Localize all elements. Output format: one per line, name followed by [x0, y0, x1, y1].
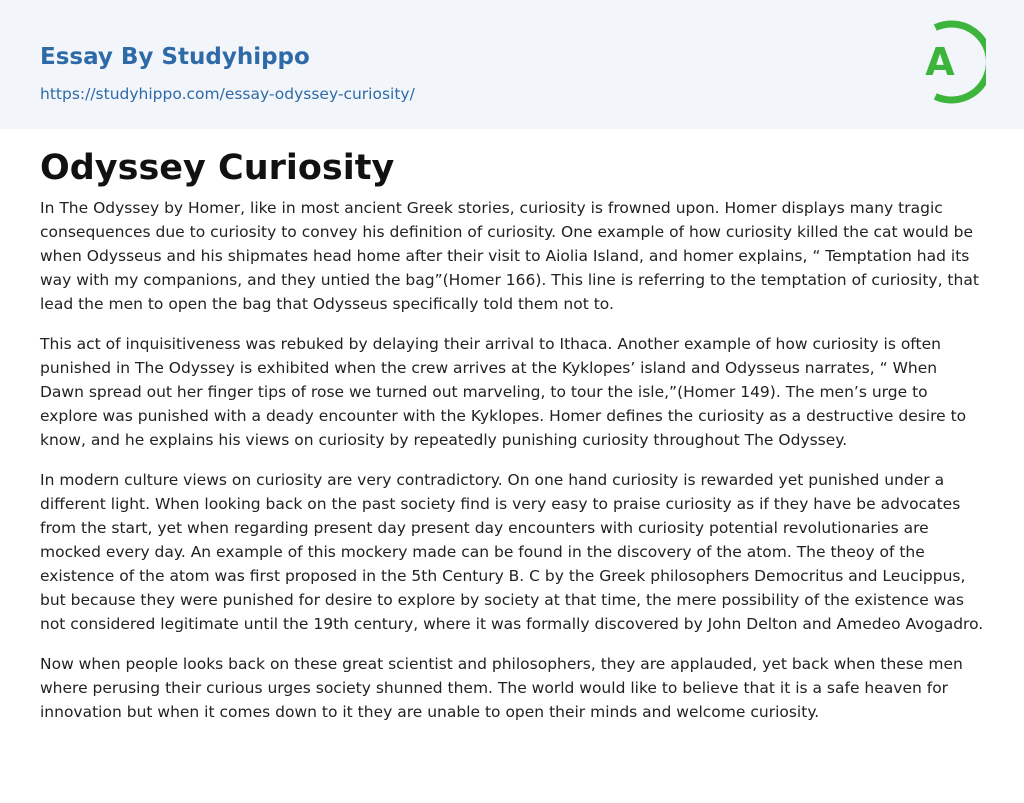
- logo-letter: A: [925, 40, 955, 84]
- essay-paragraph-4: Now when people looks back on these great scientist and philosophers, they are applauded, yet back when these men where perusing their curious urges society shunned them. The world would like to believe that it is a safe heaven for innovation but when it comes down to it they are unable to open their minds and welcome curiosity.: [40, 655, 963, 721]
- essay-paragraph-1: In The Odyssey by Homer, like in most ancient Greek stories, curiosity is frowned upon. Homer displays many tragic consequences due to curiosity to convey his definition of curiosity. One example of how curiosity killed the cat would be when Odysseus and his shipmates head home after their visit to Aiolia Island, and homer explains, “ Temptation had its way with my companions, and they untied the bag”(Homer 166). This line is referring to the temptation of curiosity, that lead the men to open the bag that Odysseus specifically told them not to.: [40, 199, 979, 313]
- article-body: [0, 129, 1024, 724]
- studyhippo-logo-icon[interactable]: [914, 18, 986, 106]
- essay-paragraph-3: In modern culture views on curiosity are very contradictory. On one hand curiosity is rewarded yet punished under a different light. When looking back on the past society find is very easy to praise curiosity as if they have be advocates from the start, yet when regarding present day present day encounters with curiosity potential revolutionaries are mocked every day. An example of this mockery made can be found in the discovery of the atom. The theoy of the existence of the atom was first proposed in the 5th Century B. C by the Greek philosophers Democritus and Leucippus, but because they were punished for desire to explore by society at that time, the mere possibility of the existence was not considered legitimate until the 19th century, where it was formally discovered by John Delton and Amedeo Avogadro.: [40, 471, 984, 633]
- essay-url-link[interactable]: https://studyhippo.com/essay-odyssey-curiosity/: [40, 85, 415, 103]
- site-header: [0, 0, 1024, 129]
- essay-paragraph-2: This act of inquisitiveness was rebuked by delaying their arrival to Ithaca. Another example of how curiosity is often punished in The Odyssey is exhibited when the crew arrives at the Kyklopes’ island and Odysseus narrates, “ When Dawn spread out her finger tips of rose we turned out marveling, to tour the isle,”(Homer 149). The men’s urge to explore was punished with a deady encounter with the Kyklopes. Homer defines the curiosity as a destructive desire to know, and he explains his views on curiosity by repeatedly punishing curiosity throughout The Odyssey.: [40, 335, 967, 449]
- brand-title[interactable]: Essay By Studyhippo: [40, 44, 310, 70]
- page-title: Odyssey Curiosity: [40, 148, 395, 188]
